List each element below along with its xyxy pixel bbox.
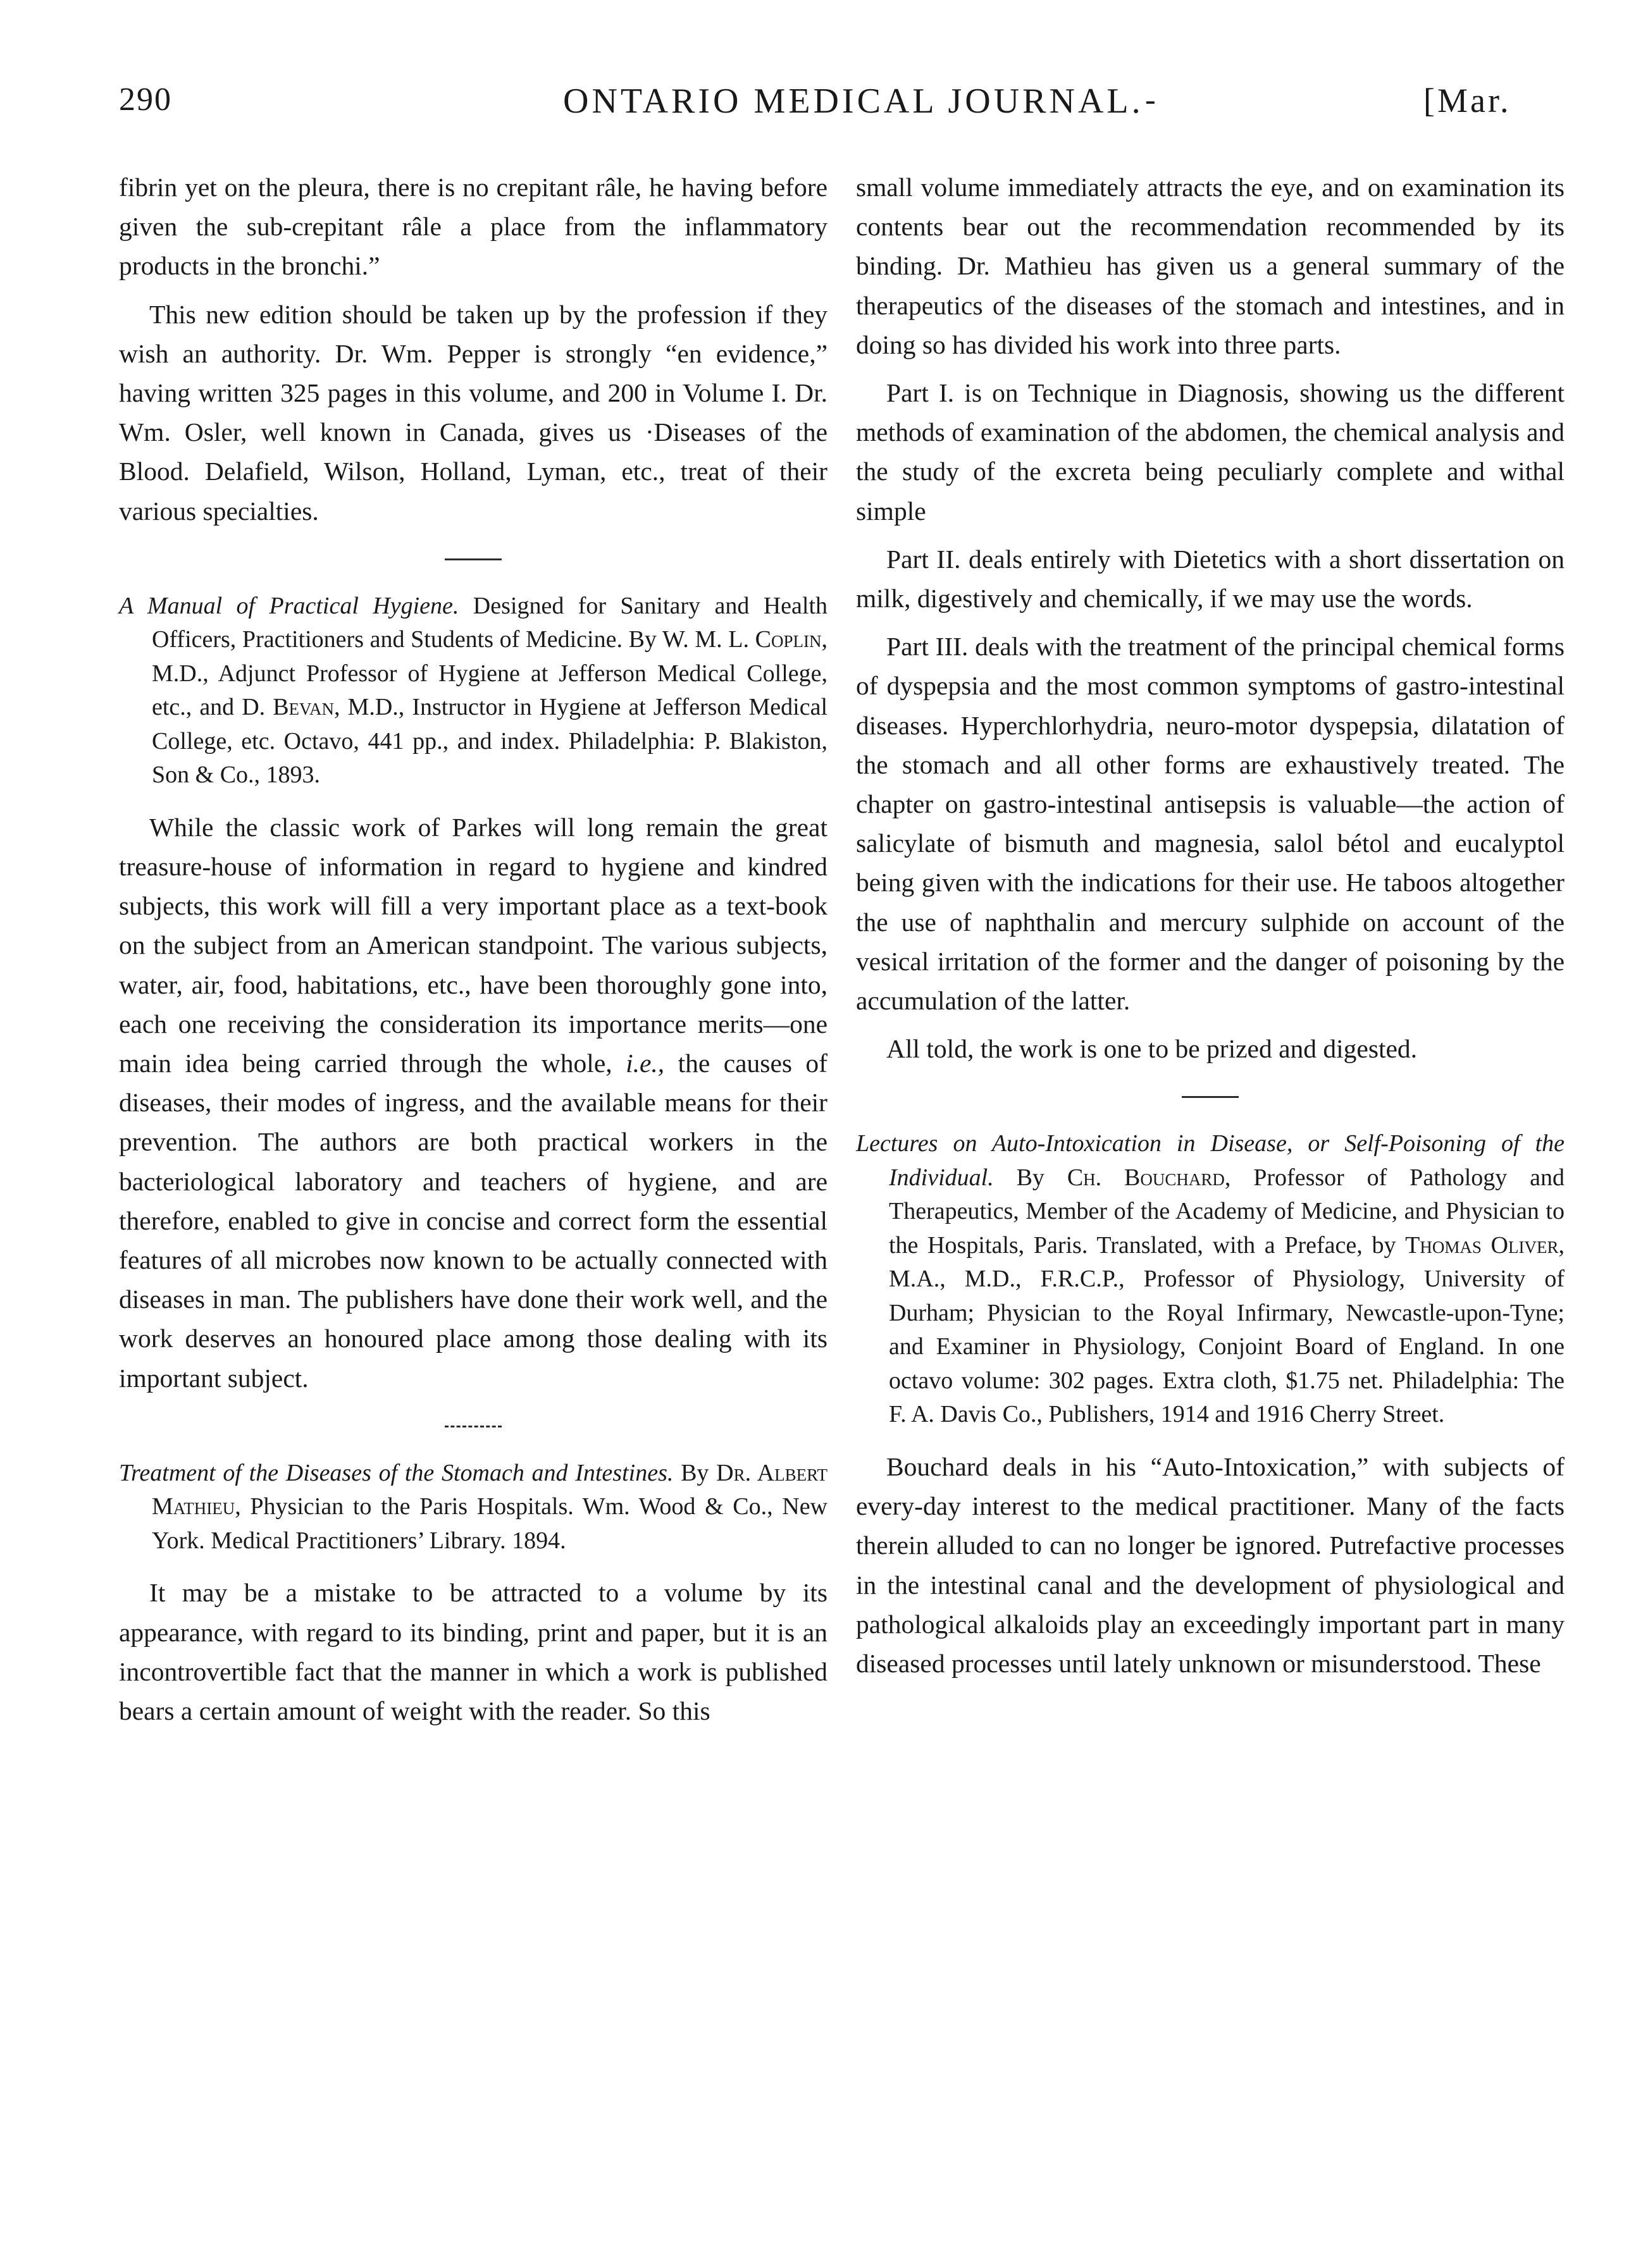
autointoxication-citation-text: Professor of Pathology and Therapeutics, Member of the Academy of Medicine, and Physician to the Hospitals, Paris. Translated, with a Preface, by bbox=[889, 1164, 1565, 1259]
hygiene-review-text-end: the causes of diseases, their modes of ingress, and the available means for their prevention. The authors are both practical workers in the bacteriological laboratory and teachers of hygiene, and are therefore, enabled to give in concise and correct form the essential features of all microbes now known to be actually connected with diseases in man. The publishers have done their work well, and the work deserves an honoured place among those dealing with its important subject. bbox=[119, 1049, 828, 1393]
translator-oliver: Thomas Oliver, bbox=[1405, 1231, 1565, 1259]
hygiene-citation-text: M.D., Adjunct Professor of Hygiene at Jefferson Medical College, etc., and D. bbox=[152, 660, 827, 721]
part-one-paragraph: Part I. is on Technique in Diagnosis, showing us the different methods of examination of the abdomen, the chemical analysis and the study of the excreta being peculiarly complete and withal simple bbox=[856, 378, 1565, 526]
section-divider bbox=[1182, 1096, 1239, 1098]
bouchard-author: Ch. Bouchard, bbox=[1067, 1164, 1231, 1191]
stomach-citation-text: Physician to the Paris Hospitals. Wm. Wood & Co., New York. Medical Practitioners’ Library. 1894. bbox=[152, 1493, 827, 1554]
bouchard-review: Bouchard deals in his “Auto-Intoxication,” with subjects of every-day interest to the medical practitioner. Many of the facts therein alluded to can no longer be ignored. Putrefactive processes in the intestinal canal and the development of physiological and pathological alkaloids play an exceedingly important part in many diseased processes until lately unknown or misunderstood. These bbox=[856, 1451, 1565, 1678]
conclusion-paragraph: All told, the work is one to be prized and digested. bbox=[886, 1034, 1418, 1064]
stomach-review-continued: small volume immediately attracts the eye, and on examination its contents bear out the recommendation recommended by its binding. Dr. Mathieu has given us a general summary of the therapeutics of the diseases of the stomach and intestines, and in doing so has divided his work into three parts. bbox=[856, 173, 1565, 359]
hygiene-book-title: A Manual of Practical Hygiene. bbox=[119, 592, 459, 619]
section-divider bbox=[445, 558, 502, 560]
hygiene-citation bbox=[119, 589, 827, 792]
hygiene-citation-text: M.D., Instructor in Hygiene at Jefferson Medical College, etc. Octavo, 441 pp., and index. Philadelphia: P. Blakiston, Son & Co., 1893. bbox=[152, 694, 828, 789]
section-divider bbox=[445, 1426, 502, 1427]
hygiene-review-text: While the classic work of Parkes will long remain the great treasure-house of information in regard to hygiene and kindred subjects, this work will fill a very important place as a text-book on the subject from an American standpoint. The various subjects, water, air, food, habitations, etc., have been thoroughly gone into, each one receiving the consideration its importance merits—one main idea being carried through the whole, bbox=[119, 812, 827, 1078]
left-column bbox=[119, 168, 827, 1730]
header-month: [Mar. bbox=[1423, 82, 1511, 120]
page-header bbox=[0, 81, 1636, 138]
hygiene-author-coplin: Coplin, bbox=[755, 626, 827, 653]
autointoxication-citation-by: By bbox=[1016, 1164, 1044, 1191]
hygiene-review-ie: i.e., bbox=[626, 1049, 665, 1078]
hygiene-author-bevan: Bevan, bbox=[273, 694, 340, 721]
page-number: 290 bbox=[119, 82, 172, 118]
stomach-author: Dr. Albert Mathieu, bbox=[152, 1459, 827, 1520]
autointoxication-book-title: Lectures on Auto-Intoxication in Disease, or Self-Poisoning of the Individual. bbox=[856, 1130, 1565, 1191]
hygiene-citation-text: Designed for Sanitary and Health Officers, Practitioners and Students of Medicine. By W. M. L. bbox=[152, 592, 828, 653]
autointoxication-citation-text: M.A., M.D., F.R.C.P., Professor of Physiology, University of Durham; Physician to the Royal Infirmary, Newcastle-upon-Tyne; and Examiner in Physiology, Conjoint Board of England. In one octavo volume: 302 pages. Extra cloth, $1.75 net. Philadelphia: The F. A. Davis Co., Publishers, 1914 and 1916 Cherry Street. bbox=[889, 1266, 1565, 1428]
stomach-citation bbox=[119, 1457, 827, 1558]
stomach-review-start: It may be a mistake to be attracted to a volume by its appearance, with regard to its binding, print and paper, but it is an incontrovertible fact that the manner in which a work is published bears a certain amount of weight with the reader. So this bbox=[119, 1578, 827, 1725]
edition-paragraph: This new edition should be taken up by the profession if they wish an authority. Dr. Wm. Pepper is strongly “en evidence,” having written 325 pages in this volume, and 200 in Volume I. Dr. Wm. Osler, well known in Canada, gives us ·Diseases of the Blood. Delafield, Wilson, Holland, Lyman, etc., treat of their various specialties. bbox=[119, 299, 827, 526]
part-two-paragraph: Part II. deals entirely with Dietetics with a short dissertation on milk, digestively and chemically, if we may use the words. bbox=[856, 544, 1565, 613]
journal-title: ONTARIO MEDICAL JOURNAL. bbox=[563, 82, 1144, 121]
right-column bbox=[856, 168, 1565, 1683]
header-separator: - bbox=[1145, 82, 1156, 117]
intro-paragraph: fibrin yet on the pleura, there is no crepitant râle, he having before given the sub-crepitant râle a place from the inflammatory products in the bronchi.” bbox=[119, 173, 827, 281]
autointoxication-citation bbox=[856, 1127, 1565, 1432]
hygiene-review bbox=[119, 808, 827, 1398]
stomach-book-title: Treatment of the Diseases of the Stomach and Intestines. bbox=[119, 1459, 674, 1486]
stomach-citation-by: By bbox=[681, 1459, 709, 1486]
part-three-paragraph: Part III. deals with the treatment of the principal chemical forms of dyspepsia and the most common symptoms of gastro-intestinal diseases. Hyperchlorhydria, neuro-motor dyspepsia, dilatation of the stomach and all other forms are exhaustively treated. The chapter on gastro-intestinal antisepsis is valuable—the action of salicylate of bismuth and magnesia, salol bétol and eucalyptol being given with the indications for their use. He taboos altogether the use of naphthalin and mercury sulphide on account of the vesical irritation of the former and the danger of poisoning by the accumulation of the latter. bbox=[856, 632, 1565, 1016]
